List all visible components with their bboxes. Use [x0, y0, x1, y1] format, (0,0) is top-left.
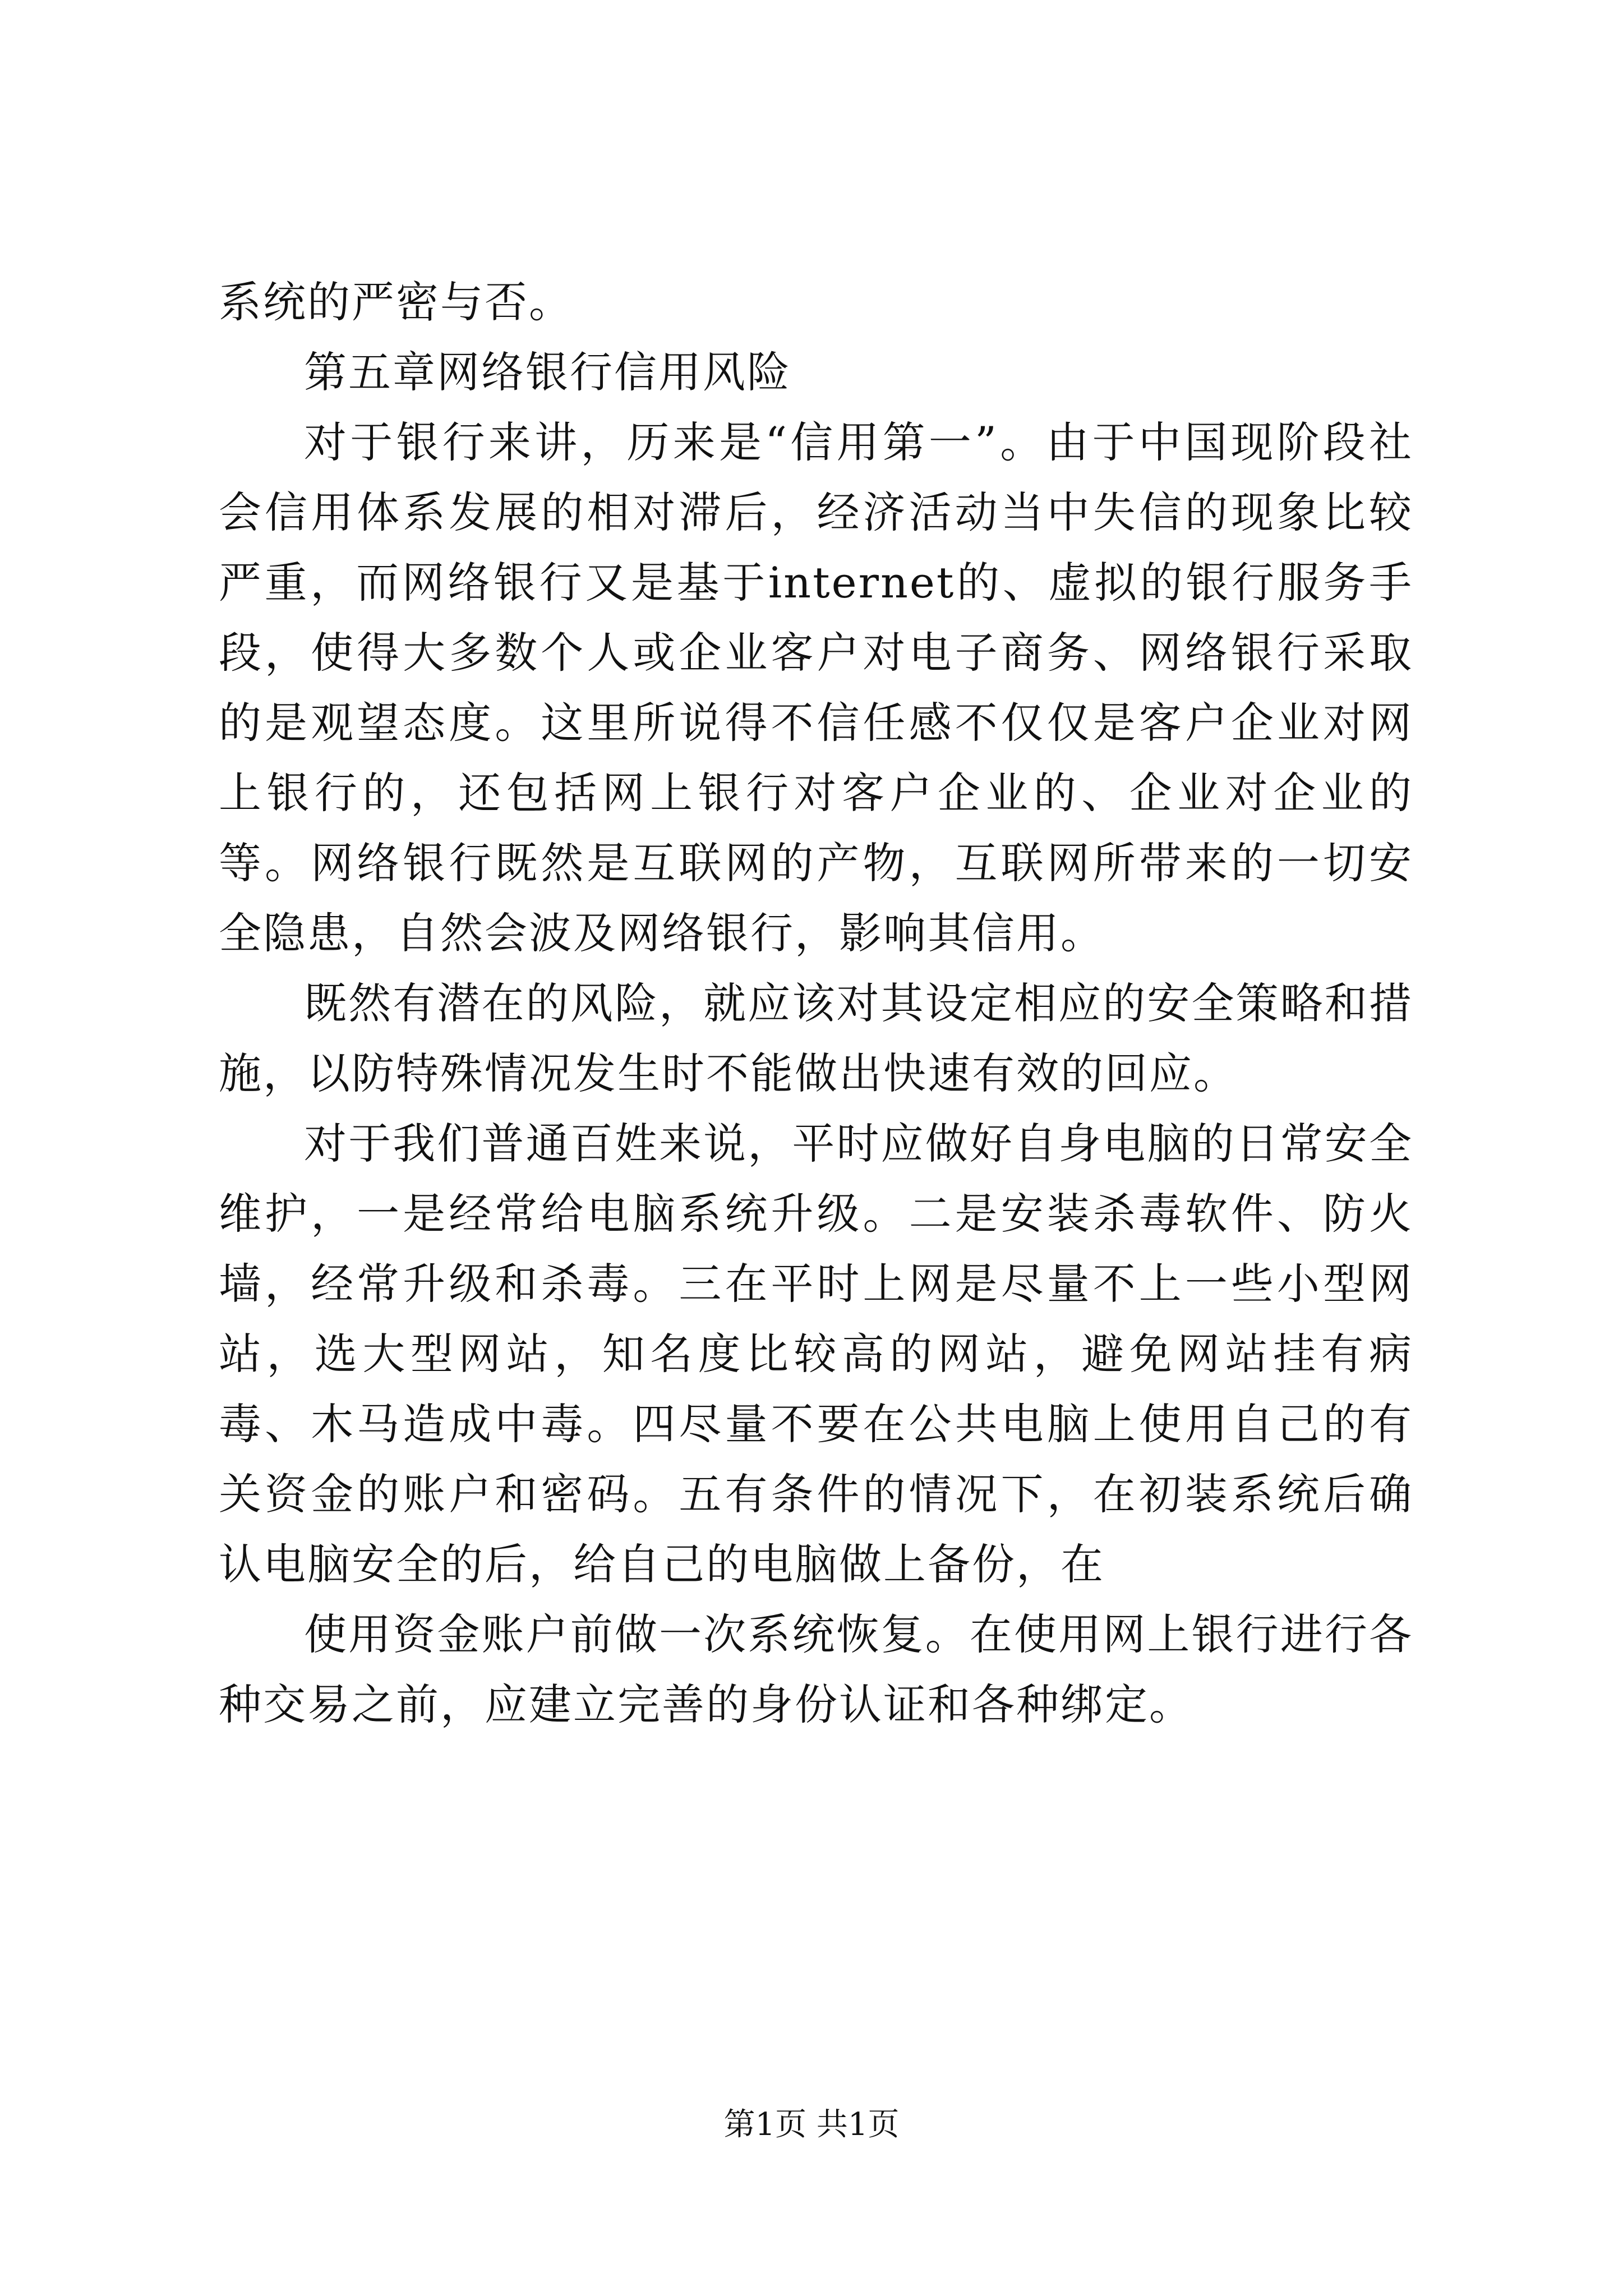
- paragraph-user-advice: 对于我们普通百姓来说，平时应做好自身电脑的日常安全维护，一是经常给电脑系统升级。二是安装杀毒软件、防火墙，经常升级和杀毒。三在平时上网是尽量不上一些小型网站，选大型网站，知名度比较高的网站，避免网站挂有病毒、木马造成中毒。四尽量不要在公共电脑上使用自己的有关资金的账户和密码。五有条件的情况下，在初装系统后确认电脑安全的后，给自己的电脑做上备份，在: [219, 1119, 1413, 1589]
- document-body: [219, 267, 1413, 1740]
- page-footer: 第1页 共1页: [723, 2106, 900, 2143]
- paragraph-1: 系统的严密与否。: [219, 277, 573, 327]
- paragraph-security-strategy: 既然有潜在的风险，就应该对其设定相应的安全策略和措施，以防特殊情况发生时不能做出快速有效的回应。: [219, 978, 1413, 1098]
- paragraph-account-usage: 使用资金账户前做一次系统恢复。在使用网上银行进行各种交易之前，应建立完善的身份认证和各种绑定。: [219, 1609, 1413, 1729]
- paragraph-credit-risk: 对于银行来讲，历来是“信用第一”。由于中国现阶段社会信用体系发展的相对滞后，经济活动当中失信的现象比较严重，而网络银行又是基于internet的、虚拟的银行服务手段，使得大多数个人或企业客户对电子商务、网络银行采取的是观望态度。这里所说得不信任感不仅仅是客户企业对网上银行的，还包括网上银行对客户企业的、企业对企业的等。网络银行既然是互联网的产物，互联网所带来的一切安全隐患，自然会波及网络银行，影响其信用。: [219, 417, 1413, 958]
- chapter-heading: 第五章网络银行信用风险: [304, 347, 791, 397]
